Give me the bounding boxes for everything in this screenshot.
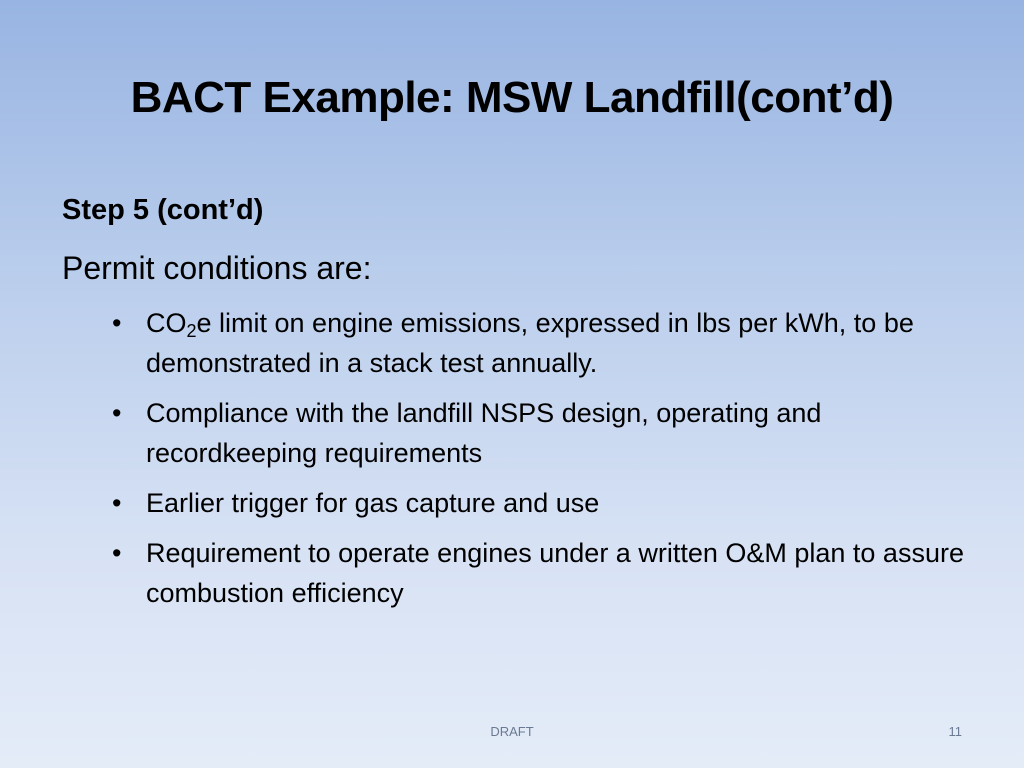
bullet-item [112,303,972,383]
bullet-item [112,533,972,613]
bullet-dot-icon: • [112,398,122,428]
footer-page-number: 11 [948,724,962,739]
bullet-text: Earlier trigger for gas capture and use [146,488,600,518]
bullet-text-prefix: CO [146,308,187,338]
bullet-dot-icon: • [112,488,122,518]
bullet-dot-icon: • [112,538,122,568]
bullet-text: Requirement to operate engines under a written O&M plan to assure combustion efficiency [146,538,964,608]
step-subheading: Step 5 (cont’d) [62,194,264,226]
footer-draft-label: DRAFT [490,724,534,739]
bullet-text-subscript: 2 [186,321,197,341]
bullet-text-suffix: e limit on engine emissions, expressed in lbs per kWh, to be demonstrated in a stack test annually. [146,308,914,378]
slide-title: BACT Example: MSW Landfill(cont’d) [130,73,894,122]
bullet-text: Compliance with the landfill NSPS design, operating and recordkeeping requirements [146,398,822,468]
bullet-dot-icon: • [112,308,122,338]
bullet-item [112,483,972,523]
intro-text: Permit conditions are: [62,250,372,286]
bullet-item [112,393,972,473]
bullet-list [112,303,972,623]
